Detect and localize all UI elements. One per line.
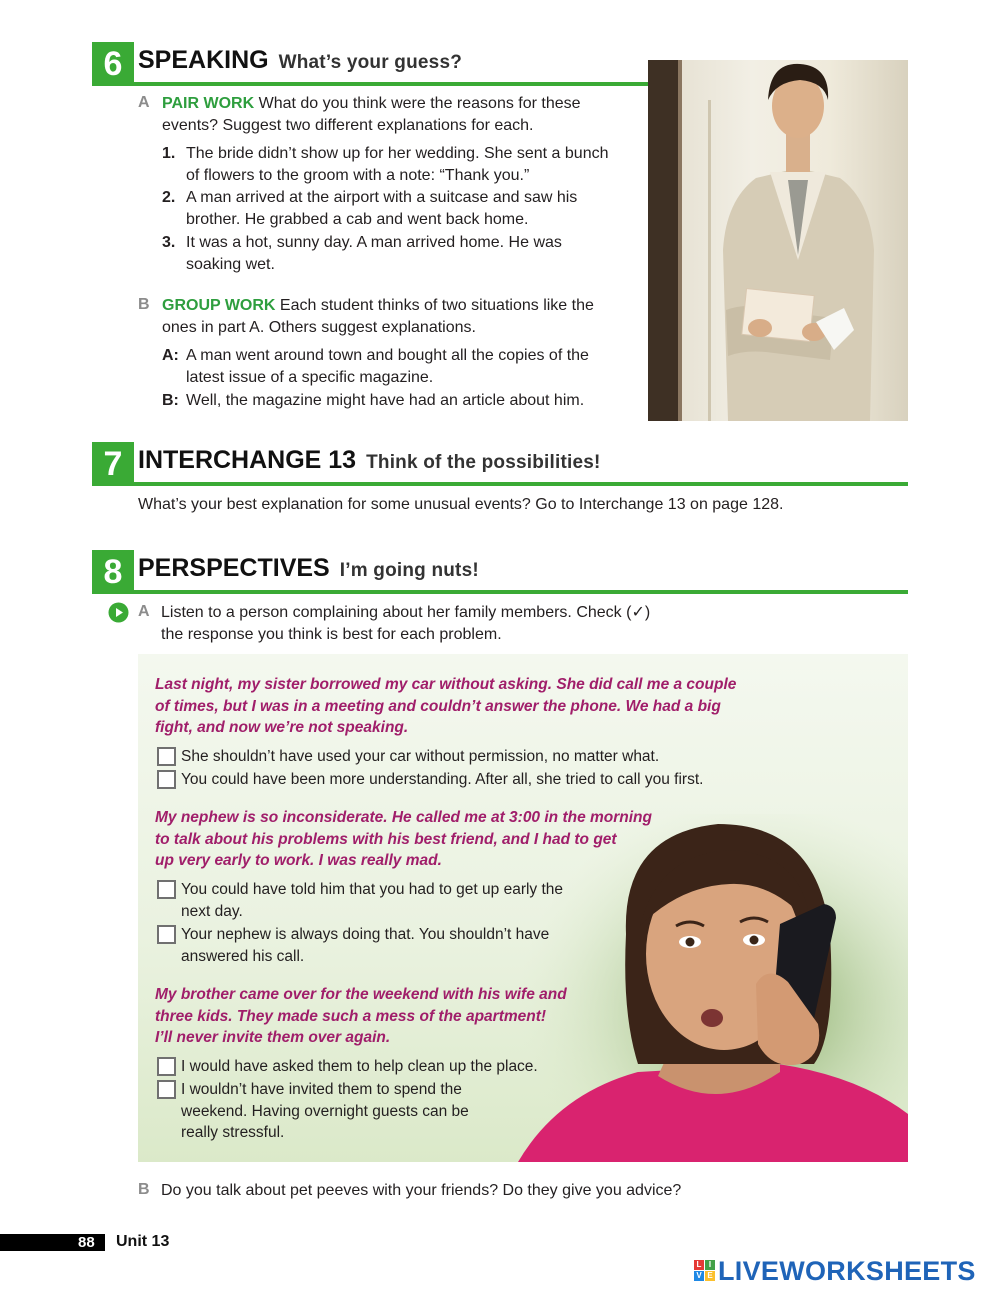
response-checkbox[interactable] (157, 1080, 176, 1099)
complaint-line: Last night, my sister borrowed my car without asking. She did call me a couple (155, 676, 737, 693)
response-option (181, 879, 641, 922)
response-checkbox[interactable] (157, 747, 176, 766)
list-item (162, 232, 642, 276)
part-letter-a: A (138, 603, 150, 620)
dialog-text-line: Well, the magazine might have had an article about him. (186, 392, 585, 409)
complaint-line: to talk about his problems with his best friend, and I had to get (155, 830, 617, 848)
part-letter-b: B (138, 1181, 150, 1198)
instruction-line-1: What do you think were the reasons for these (254, 95, 581, 112)
section-title (138, 554, 479, 583)
section-number: 6 (92, 42, 134, 86)
play-circle-icon[interactable] (108, 602, 129, 623)
complaint-line: fight, and now we’re not speaking. (155, 719, 409, 736)
section-number: 8 (92, 550, 134, 594)
item-text (186, 143, 609, 186)
logo-letter: E (705, 1271, 715, 1281)
logo-letter: I (705, 1260, 715, 1270)
item-number: 1. (162, 145, 176, 162)
item-text (186, 187, 577, 230)
dialog-line (162, 390, 642, 412)
groom-illustration (648, 60, 908, 421)
part-letter-a: A (138, 94, 150, 111)
complaint-line: My nephew is so inconsiderate. He called me at 3:00 in the morning (155, 809, 652, 826)
complaint-line: I’ll never invite them over again. (155, 1029, 391, 1046)
section-number: 7 (92, 442, 134, 486)
complaint-line: three kids. They made such a mess of the apartment! (155, 1007, 547, 1025)
item-text (186, 232, 562, 275)
section-title-main: INTERCHANGE 13 (138, 446, 357, 474)
response-line: answered his call. (181, 947, 305, 965)
item-line: soaking wet. (186, 255, 275, 273)
complaint-line: My brother came over for the weekend with his wife and (155, 986, 567, 1003)
response-line: You could have told him that you had to get up early the (181, 881, 564, 898)
response-option (181, 924, 641, 967)
section-rule (134, 590, 908, 594)
response-checkbox[interactable] (157, 925, 176, 944)
part-b-instruction (162, 295, 642, 338)
section-subtitle: What’s your guess? (278, 52, 463, 73)
response-line: next day. (181, 902, 243, 920)
item-line: of flowers to the groom with a note: “Thank you.” (186, 166, 530, 184)
section-rule (134, 482, 908, 486)
list-item (162, 143, 642, 187)
instruction-line-2: the response you think is best for each problem. (161, 625, 502, 643)
response-option (181, 1079, 561, 1144)
response-line: She shouldn’t have used your car without permission, no matter what. (181, 748, 660, 765)
item-line: The bride didn’t show up for her wedding. She sent a bunch (186, 145, 609, 162)
perspectives-panel (138, 654, 908, 1162)
unit-label: Unit 13 (116, 1233, 170, 1250)
response-line: I wouldn’t have invited them to spend the (181, 1081, 462, 1098)
section-7-header (92, 442, 908, 486)
item-number: 3. (162, 234, 176, 251)
dialog-text (186, 390, 584, 412)
logo-letter: V (694, 1271, 704, 1281)
complaint-text (155, 674, 855, 739)
response-line: You could have been more understanding. After all, she tried to call you first. (181, 771, 704, 788)
response-option (181, 746, 861, 768)
item-line: It was a hot, sunny day. A man arrived home. He was (186, 234, 562, 251)
list-item (162, 187, 642, 231)
logo-grid-icon (694, 1260, 716, 1282)
dialog-text (186, 345, 589, 388)
pair-work-label: PAIR WORK (162, 95, 255, 112)
section-subtitle: Think of the possibilities! (366, 452, 601, 473)
item-line: brother. He grabbed a cab and went back home. (186, 210, 529, 228)
response-checkbox[interactable] (157, 770, 176, 789)
part-a-instruction (162, 93, 642, 136)
page-number: 88 (78, 1234, 95, 1251)
response-option (181, 769, 861, 791)
section-title (138, 46, 462, 75)
response-line: really stressful. (181, 1124, 285, 1141)
groom-photo (648, 60, 908, 421)
response-line: weekend. Having overnight guests can be (181, 1102, 469, 1120)
complaint-text (155, 807, 755, 872)
response-checkbox[interactable] (157, 880, 176, 899)
section-title-main: SPEAKING (138, 46, 269, 74)
section-title (138, 446, 601, 475)
instruction-line-1: Listen to a person complaining about her family members. Check (✓) (161, 604, 651, 621)
response-checkbox[interactable] (157, 1057, 176, 1076)
dialog-text-line: latest issue of a specific magazine. (186, 368, 434, 386)
logo-letter: L (694, 1260, 704, 1270)
instruction-line-2: ones in part A. Others suggest explanations. (162, 318, 476, 336)
part-letter-b: B (138, 296, 150, 313)
instruction-line-2: events? Suggest two different explanations for each. (162, 116, 534, 134)
interchange-text: What’s your best explanation for some unusual events? Go to Interchange 13 on page 128. (138, 496, 784, 513)
response-option (181, 1056, 641, 1078)
group-work-label: GROUP WORK (162, 297, 276, 314)
section-subtitle: I’m going nuts! (339, 560, 479, 581)
part-a-instruction (161, 602, 721, 645)
instruction-line-1: Each student thinks of two situations like the (275, 297, 594, 314)
dialog-text-line: A man went around town and bought all the copies of the (186, 347, 589, 364)
part-b-question: Do you talk about pet peeves with your friends? Do they give you advice? (161, 1182, 682, 1199)
response-line: I would have asked them to help clean up the place. (181, 1058, 538, 1075)
section-title-main: PERSPECTIVES (138, 554, 330, 582)
complaint-line: of times, but I was in a meeting and couldn’t answer the phone. We had a big (155, 697, 721, 715)
logo-wordmark: LIVEWORKSHEETS (718, 1256, 976, 1286)
speaker-label: A: (162, 347, 179, 364)
speaker-label: B: (162, 392, 179, 409)
item-number: 2. (162, 189, 176, 206)
item-line: A man arrived at the airport with a suitcase and saw his (186, 189, 578, 206)
complaint-line: up very early to work. I was really mad. (155, 852, 442, 869)
dialog-line (162, 345, 642, 389)
response-line: Your nephew is always doing that. You shouldn’t have (181, 926, 550, 943)
section-8-header (92, 550, 908, 594)
complaint-text (155, 984, 675, 1049)
